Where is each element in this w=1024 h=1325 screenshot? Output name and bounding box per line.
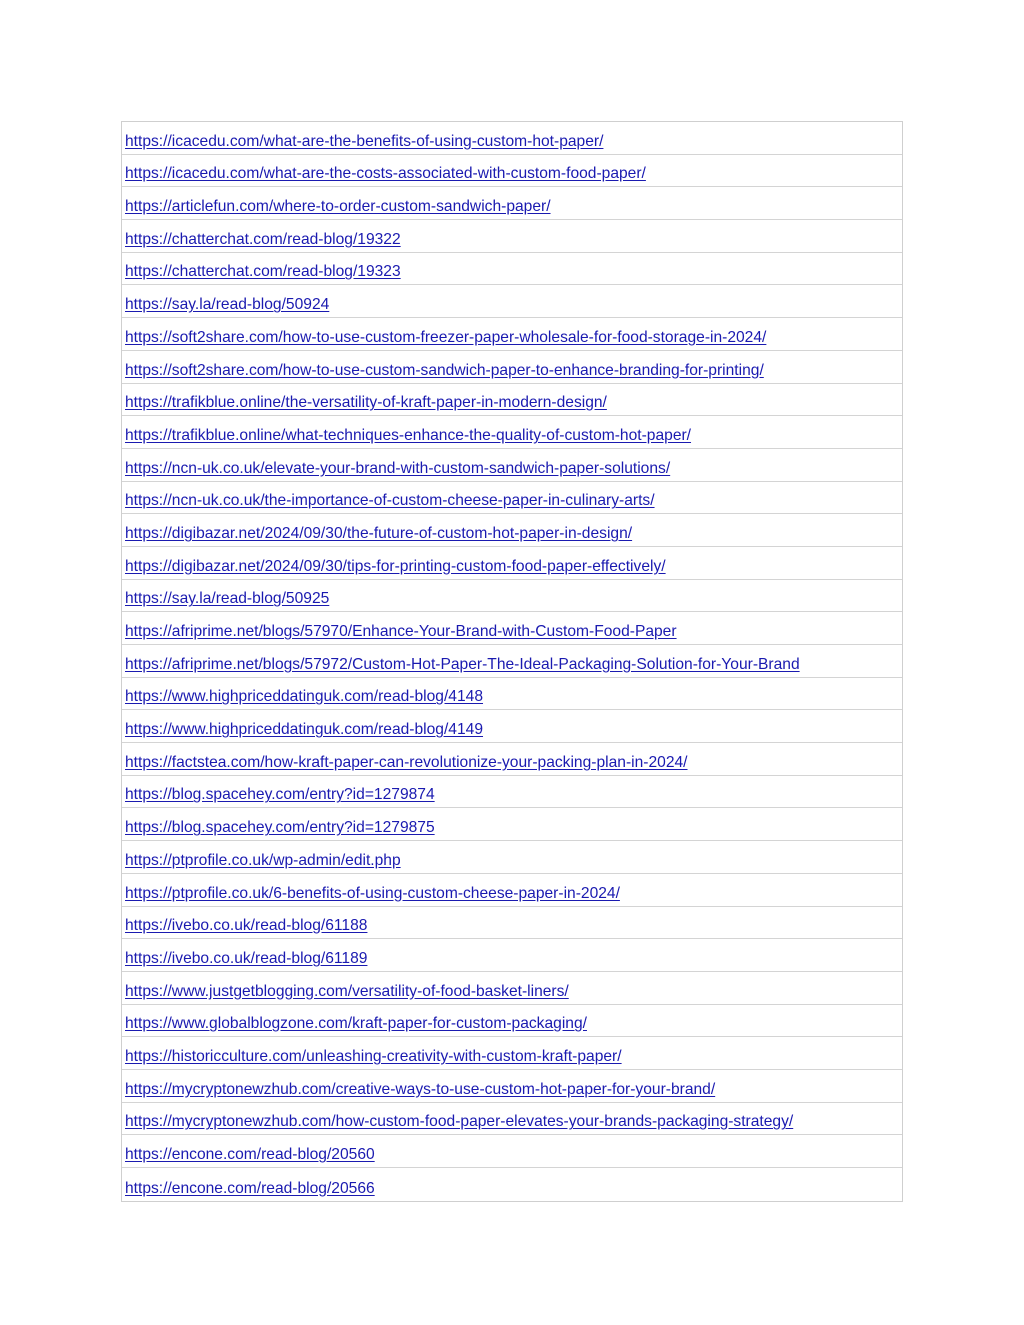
table-row [122, 187, 902, 220]
table-row [122, 318, 902, 351]
table-row [122, 645, 902, 678]
table-row [122, 449, 902, 482]
url-link[interactable]: https://say.la/read-blog/50925 [125, 590, 330, 608]
url-link[interactable]: https://blog.spacehey.com/entry?id=1279875 [125, 819, 435, 837]
url-link[interactable]: https://digibazar.net/2024/09/30/tips-for-printing-custom-food-paper-effectively/ [125, 557, 666, 575]
table-row [122, 1103, 902, 1136]
table-row [122, 253, 902, 286]
table-row [122, 384, 902, 417]
url-link[interactable]: https://ivebo.co.uk/read-blog/61189 [125, 949, 368, 967]
table-row [122, 907, 902, 940]
table-row [122, 808, 902, 841]
table-row [122, 351, 902, 384]
table-row [122, 678, 902, 711]
url-link[interactable]: https://ivebo.co.uk/read-blog/61188 [125, 917, 368, 935]
table-row [122, 547, 902, 580]
table-row [122, 285, 902, 318]
table-row [122, 1168, 902, 1201]
table-row [122, 1037, 902, 1070]
url-link[interactable]: https://icacedu.com/what-are-the-costs-associated-with-custom-food-paper/ [125, 165, 646, 183]
url-link[interactable]: https://soft2share.com/how-to-use-custom-sandwich-paper-to-enhance-branding-for-printing/ [125, 361, 764, 379]
url-link[interactable]: https://trafikblue.online/the-versatility-of-kraft-paper-in-modern-design/ [125, 394, 607, 412]
url-link[interactable]: https://trafikblue.online/what-techniques-enhance-the-quality-of-custom-hot-paper/ [125, 426, 692, 444]
url-link[interactable]: https://www.highpriceddatinguk.com/read-blog/4148 [125, 688, 484, 706]
table-row [122, 743, 902, 776]
url-link[interactable]: https://articlefun.com/where-to-order-custom-sandwich-paper/ [125, 198, 551, 216]
table-row [122, 841, 902, 874]
link-table [121, 121, 903, 1202]
url-link[interactable]: https://digibazar.net/2024/09/30/the-future-of-custom-hot-paper-in-design/ [125, 524, 633, 542]
url-link[interactable]: https://ptprofile.co.uk/6-benefits-of-using-custom-cheese-paper-in-2024/ [125, 884, 620, 902]
table-row [122, 972, 902, 1005]
url-link[interactable]: https://mycryptonewzhub.com/how-custom-food-paper-elevates-your-brands-packaging-strategy/ [125, 1113, 794, 1131]
url-link[interactable]: https://encone.com/read-blog/20566 [125, 1179, 375, 1197]
url-link[interactable]: https://www.globalblogzone.com/kraft-paper-for-custom-packaging/ [125, 1015, 587, 1033]
url-link[interactable]: https://chatterchat.com/read-blog/19323 [125, 263, 401, 281]
table-row [122, 122, 902, 155]
url-link[interactable]: https://afriprime.net/blogs/57972/Custom-Hot-Paper-The-Ideal-Packaging-Solution-for-Your-Brand [125, 655, 800, 673]
table-row [122, 874, 902, 907]
table-row [122, 1070, 902, 1103]
url-link[interactable]: https://mycryptonewzhub.com/creative-ways-to-use-custom-hot-paper-for-your-brand/ [125, 1080, 716, 1098]
url-link[interactable]: https://ptprofile.co.uk/wp-admin/edit.php [125, 851, 401, 869]
url-link[interactable]: https://historicculture.com/unleashing-creativity-with-custom-kraft-paper/ [125, 1047, 622, 1065]
url-link[interactable]: https://encone.com/read-blog/20560 [125, 1146, 375, 1163]
table-row [122, 1135, 902, 1168]
url-link[interactable]: https://soft2share.com/how-to-use-custom-freezer-paper-wholesale-for-food-storage-in-2024/ [125, 328, 767, 346]
url-link[interactable]: https://chatterchat.com/read-blog/19322 [125, 230, 401, 248]
url-link[interactable]: https://ncn-uk.co.uk/elevate-your-brand-with-custom-sandwich-paper-solutions/ [125, 459, 671, 477]
table-row [122, 155, 902, 188]
table-row [122, 416, 902, 449]
url-link[interactable]: https://icacedu.com/what-are-the-benefits-of-using-custom-hot-paper/ [125, 132, 604, 150]
table-row [122, 482, 902, 515]
table-row [122, 710, 902, 743]
url-link[interactable]: https://factstea.com/how-kraft-paper-can-revolutionize-your-packing-plan-in-2024/ [125, 753, 688, 771]
table-row [122, 776, 902, 809]
table-row [122, 220, 902, 253]
url-link[interactable]: https://ncn-uk.co.uk/the-importance-of-custom-cheese-paper-in-culinary-arts/ [125, 492, 655, 510]
table-row [122, 580, 902, 613]
url-link[interactable]: https://www.highpriceddatinguk.com/read-blog/4149 [125, 721, 484, 739]
table-row [122, 612, 902, 645]
table-row [122, 514, 902, 547]
url-link[interactable]: https://say.la/read-blog/50924 [125, 296, 330, 314]
table-row [122, 1005, 902, 1038]
url-link[interactable]: https://www.justgetblogging.com/versatility-of-food-basket-liners/ [125, 982, 569, 1000]
url-link[interactable]: https://afriprime.net/blogs/57970/Enhance-Your-Brand-with-Custom-Food-Paper [125, 623, 677, 640]
url-link[interactable]: https://blog.spacehey.com/entry?id=1279874 [125, 786, 435, 804]
table-row [122, 939, 902, 972]
